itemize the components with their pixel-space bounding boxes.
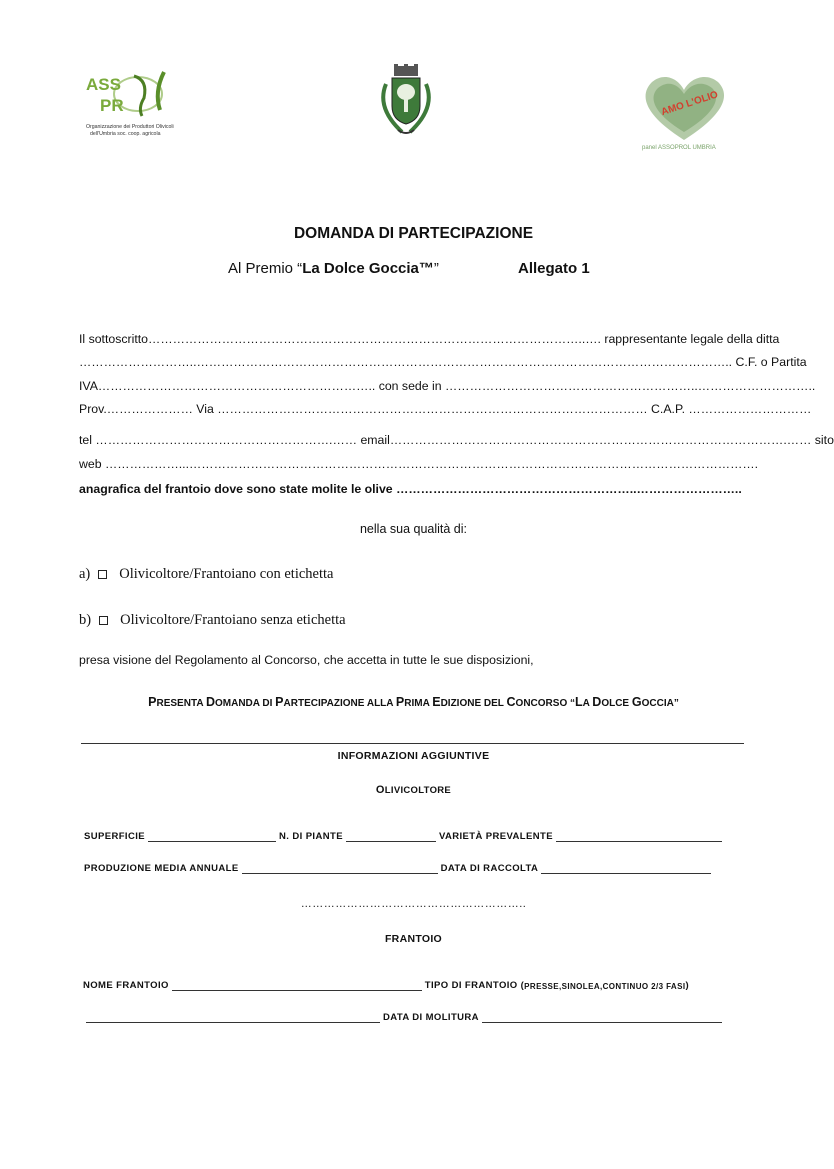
- n-piante-label: N. DI PIANTE: [279, 831, 343, 842]
- tipo-frantoio-details: PRESSE,SINOLEA,CONTINUO 2/3 FASI: [524, 982, 686, 991]
- document-title: DOMANDA DI PARTECIPAZIONE: [293, 225, 534, 242]
- varieta-label: VARIETÀ PREVALENTE: [438, 831, 553, 842]
- data-molitura-field[interactable]: [482, 1011, 722, 1023]
- superficie-field[interactable]: [148, 830, 276, 842]
- logo-caption-2: dell'Umbria soc. coop. agricola: [90, 131, 161, 137]
- form-line-contacts[interactable]: tel ………………………………………………….…… email…………………………………………………………………………………….…… sito: [79, 433, 834, 447]
- heart-panel-logo: [636, 70, 736, 152]
- produzione-label: PRODUZIONE MEDIA ANNUALE: [84, 863, 239, 874]
- form-line-vat[interactable]: IVA………………………………………………………….. con sede in ……………………………………………………..………………………..: [79, 379, 816, 393]
- mill-extra-field[interactable]: [86, 1011, 380, 1023]
- varieta-field[interactable]: [556, 830, 722, 842]
- frantoio-heading: FRANTOIO: [384, 933, 443, 945]
- option-b[interactable]: [79, 612, 346, 629]
- olivicoltore-heading: OLIVICOLTORE: [375, 784, 452, 796]
- form-line-address[interactable]: Prov.………………… Via …………………………………………………………………………………………… C.A.P. …………………………: [79, 402, 812, 416]
- quality-label: nella sua qualità di:: [359, 522, 468, 536]
- subtitle-prefix: Al Premio “: [228, 260, 303, 277]
- option-a-letter: a): [79, 566, 91, 582]
- dotted-separator: …………………………………………………..: [300, 898, 527, 910]
- document-subtitle: [228, 260, 590, 277]
- subtitle-suffix: ”: [433, 260, 439, 277]
- olive-grower-row-2: [84, 862, 744, 874]
- regulation-text: presa visione del Regolamento al Concorso, che accetta in tutte le sue disposizioni,: [79, 653, 534, 667]
- option-b-text: Olivicoltore/Frantoiano senza etichetta: [120, 612, 346, 628]
- form-line-website[interactable]: web ………………...………………………………………………………………………………………………………………………….: [79, 457, 759, 471]
- mill-row-1: NOME FRANTOIO TIPO DI FRANTOIO ( PRESSE,SINOLEA,CONTINUO 2/3 FASI ): [83, 980, 690, 991]
- annex-label: Allegato 1: [518, 260, 590, 277]
- presenta-heading: PRESENTA DOMANDA DI PARTECIPAZIONE ALLA PRIMA EDIZIONE DEL CONCORSO “LA DOLCE GOCCIA”: [148, 695, 679, 709]
- section-divider: [81, 743, 744, 744]
- data-raccolta-label: DATA DI RACCOLTA: [440, 863, 539, 874]
- data-raccolta-field[interactable]: [541, 862, 711, 874]
- nome-frantoio-field[interactable]: [172, 979, 422, 991]
- option-b-letter: b): [79, 612, 92, 628]
- tipo-frantoio-label: TIPO DI FRANTOIO (: [424, 980, 525, 991]
- option-a-text: Olivicoltore/Frantoiano con etichetta: [119, 566, 334, 582]
- logo-caption-1: Organizzazione dei Produttori Olivicoli: [86, 124, 174, 130]
- logo-text-bottom: PR: [100, 96, 124, 115]
- heart-text: AMO L'OLIO: [659, 89, 720, 119]
- extra-info-heading: INFORMAZIONI AGGIUNTIVE: [337, 750, 490, 762]
- option-b-checkbox[interactable]: [99, 616, 108, 625]
- data-molitura-label: DATA DI MOLITURA: [383, 1012, 479, 1023]
- option-a[interactable]: [79, 566, 333, 583]
- produzione-field[interactable]: [242, 862, 438, 874]
- municipal-crest-icon: [372, 64, 440, 136]
- form-line-mill[interactable]: anagrafica del frantoio dove sono state molite le olive …………………………………………………..……………………..: [79, 482, 742, 496]
- assoprol-logo: [78, 68, 188, 143]
- olive-grower-row-1: [84, 830, 744, 842]
- n-piante-field[interactable]: [346, 830, 436, 842]
- form-line-name[interactable]: Il sottoscritto……………………………………………………………………………………………..…. rappresentante legale della ditta: [79, 332, 780, 346]
- form-line-company[interactable]: ………………………..………………………………………………………………………………………………………………….. C.F. o Partita: [79, 355, 807, 369]
- logo-text-top: ASS: [86, 75, 121, 94]
- prize-name: La Dolce Goccia™: [302, 260, 434, 277]
- panel-caption: panel ASSOPROL UMBRIA: [642, 145, 716, 151]
- mill-row-2: [86, 1011, 746, 1023]
- nome-frantoio-label: NOME FRANTOIO: [83, 980, 169, 991]
- option-a-checkbox[interactable]: [98, 570, 107, 579]
- superficie-label: SUPERFICIE: [84, 831, 146, 842]
